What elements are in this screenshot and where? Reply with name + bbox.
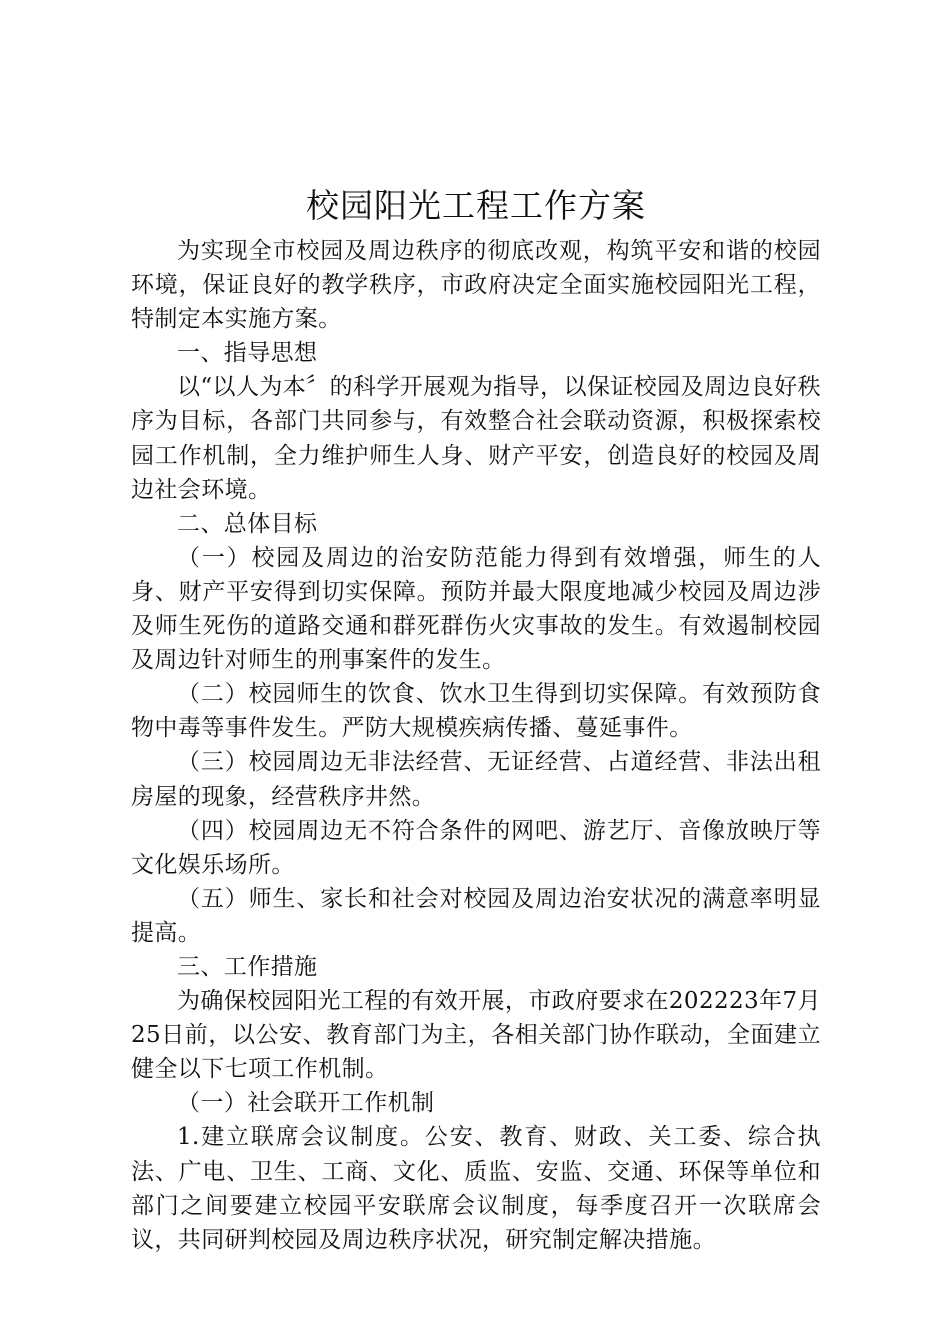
section-heading-overall-goals: 二、总体目标 <box>177 510 318 537</box>
document-page <box>131 180 821 1257</box>
goal-paragraph-3: （三）校园周边无非法经营、无证经营、占道经营、非法出租房屋的现象，经营秩序井然。 <box>131 749 821 810</box>
guiding-thought-paragraph: 以“以人为本〞的科学开展观为指导，以保证校园及周边良好秩序为目标，各部门共同参与，有效整合社会联动资源，积极探索校园工作机制，全力维护师生人身、财产平安，创造良好的校园及周边社会环境。 <box>131 374 821 503</box>
goal-paragraph-2: （二）校园师生的饮食、饮水卫生得到切实保障。有效预防食物中毒等事件发生。严防大规模疾病传播、蔓延事件。 <box>131 681 821 742</box>
goal-paragraph-1: （一）校园及周边的治安防范能力得到有效增强，师生的人身、财产平安得到切实保障。预防并最大限度地减少校园及周边涉及师生死伤的道路交通和群死群伤火灾事故的发生。有效遏制校园及周边针对师生的刑事案件的发生。 <box>131 544 821 674</box>
joint-meeting-paragraph: 1.建立联席会议制度。公安、教育、财政、关工委、综合执法、广电、卫生、工商、文化、质监、安监、交通、环保等单位和部门之间要建立校园平安联席会议制度，每季度召开一次联席会议，共同研判校园及周边秩序状况，研究制定解决措施。 <box>131 1124 821 1253</box>
goal-paragraph-5: （五）师生、家长和社会对校园及周边治安状况的满意率明显提高。 <box>131 885 821 946</box>
goal-paragraph-4: （四）校园周边无不符合条件的网吧、游艺厅、音像放映厅等文化娱乐场所。 <box>131 817 821 878</box>
document-title: 校园阳光工程工作方案 <box>306 186 646 225</box>
intro-paragraph: 为实现全市校园及周边秩序的彻底改观，构筑平安和谐的校园环境，保证良好的教学秩序，市政府决定全面实施校园阳光工程，特制定本实施方案。 <box>131 238 821 333</box>
section-heading-work-measures: 三、工作措施 <box>177 953 318 980</box>
work-measures-paragraph: 为确保校园阳光工程的有效开展，市政府要求在202223年7月25日前，以公安、教育部门为主，各相关部门协作联动，全面建立健全以下七项工作机制。 <box>131 988 821 1083</box>
subsection-heading-social-mechanism: （一）社会联开工作机制 <box>177 1090 435 1117</box>
section-heading-guiding-thought: 一、指导思想 <box>177 340 318 367</box>
